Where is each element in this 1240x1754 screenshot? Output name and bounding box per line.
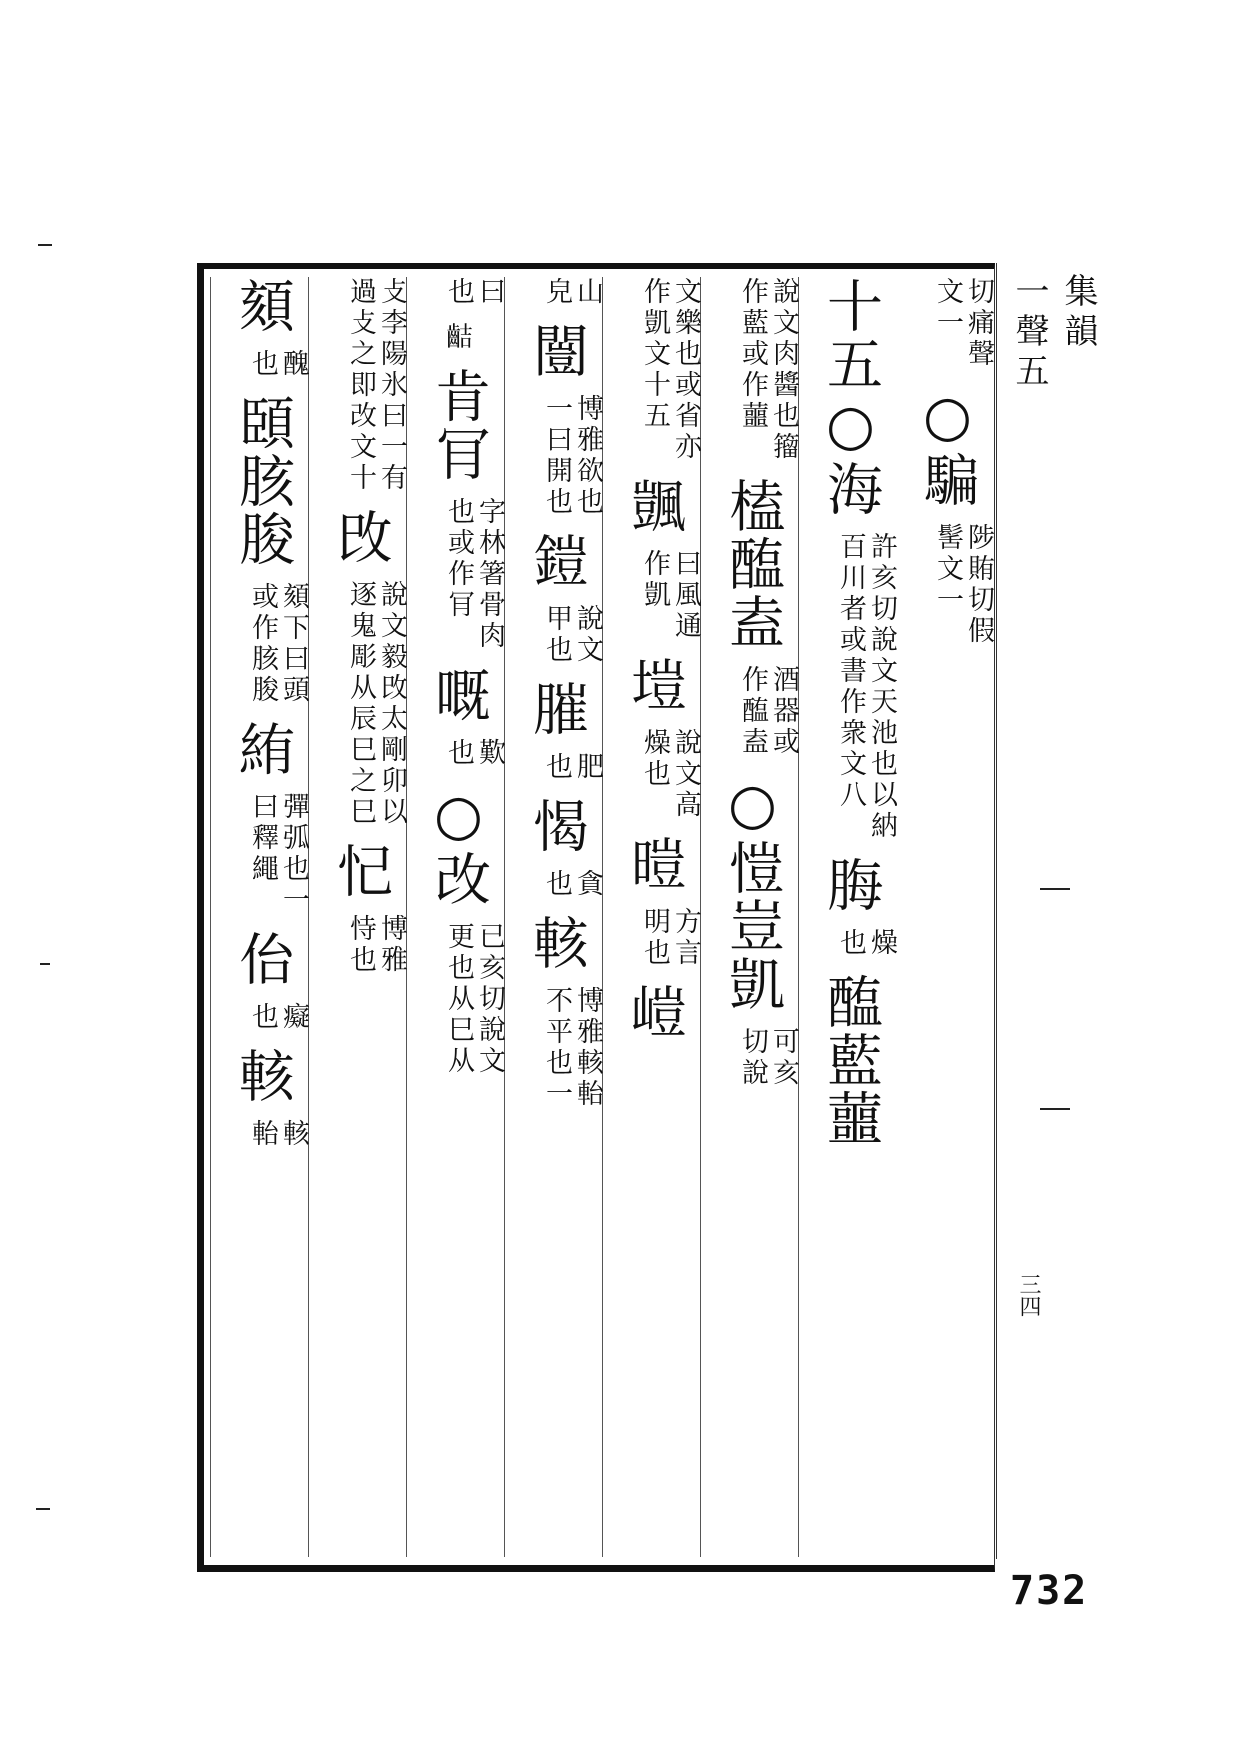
annotation <box>737 665 799 758</box>
annotation <box>247 1119 309 1150</box>
annotation <box>443 738 505 769</box>
margin-rule <box>1040 888 1070 890</box>
annotation-line: 山 <box>572 277 603 308</box>
annotation-line: 髺文一 <box>931 523 963 616</box>
headword: 肯肎 <box>425 367 491 483</box>
annotation-line: 也 <box>246 349 278 380</box>
annotation-line: 或作胲朘 <box>246 582 278 706</box>
annotation-line: 逐鬼彫从辰巳之巳 <box>344 580 376 828</box>
annotation-line: 字林箸骨肉 <box>474 497 505 652</box>
annotation <box>541 869 603 900</box>
annotation-line: 恃也 <box>344 914 376 976</box>
annotation-line: 輆 <box>278 1119 309 1150</box>
annotation <box>443 497 505 652</box>
annotation-line: 頦下曰頭 <box>278 582 309 706</box>
annotation-line: 也 <box>540 869 572 900</box>
annotation <box>541 277 603 308</box>
annotation-line: 歎 <box>474 738 505 769</box>
annotation <box>247 1002 309 1033</box>
annotation <box>835 532 897 842</box>
annotation-line: 可亥 <box>768 1027 799 1089</box>
annotation <box>247 582 309 706</box>
text-frame <box>197 263 995 1572</box>
headword: 輆 <box>229 1047 295 1105</box>
headword: 塏 <box>621 656 687 714</box>
annotation-line: 說文肉醬也籀 <box>768 277 799 463</box>
annotation <box>541 394 603 518</box>
annotation-line: 燥 <box>866 928 897 959</box>
annotation-line: 肥 <box>572 752 603 783</box>
text-column <box>700 277 799 1557</box>
annotation <box>345 580 407 828</box>
text-column <box>896 277 994 1557</box>
annotation-line: 燥也 <box>638 728 670 790</box>
annotation-line: 曰風通 <box>670 549 701 642</box>
annotation-line: 曰 <box>474 277 505 308</box>
page-margin <box>996 263 1098 1559</box>
headword: 醢藍蘁 <box>817 973 883 1147</box>
scan-mark <box>40 963 50 965</box>
volume-label: 一聲五 <box>1009 273 1049 393</box>
annotation-line: 也 <box>834 928 866 959</box>
annotation-line: 說文毅攺太剛卯以 <box>376 580 407 828</box>
headword: 嵦 <box>621 983 687 1041</box>
annotation-line: 𪗾 <box>442 322 474 353</box>
headword: 暟 <box>621 835 687 893</box>
annotation-line: 也或作肎 <box>442 497 474 621</box>
annotation-line: 百川者或書作衆文八 <box>834 532 866 811</box>
annotation <box>345 277 407 494</box>
annotation-line: 切痛聲 <box>963 277 994 370</box>
annotation-line: 曰釋繩 <box>246 792 278 885</box>
annotation-line: 說文高 <box>670 728 701 821</box>
annotation-line: 方言 <box>670 907 701 969</box>
text-column <box>602 277 701 1557</box>
annotation-line: 許亥切說文天池也以納 <box>866 532 897 842</box>
annotation-line: 一曰開也 <box>540 394 572 518</box>
annotation <box>443 322 474 353</box>
headword: 絠 <box>229 720 295 778</box>
annotation-line: 更也从巳从 <box>442 922 474 1077</box>
text-column <box>406 277 505 1557</box>
leaf-number: 三四 <box>1016 1273 1041 1317</box>
annotation-line: 博雅 <box>376 914 407 976</box>
annotation-line: 酒器或 <box>768 665 799 758</box>
annotation-line: 作凱文十五 <box>638 277 670 432</box>
headword: 脢 <box>817 856 883 914</box>
annotation-line: 皃 <box>540 277 572 308</box>
headword: 頦 <box>229 277 295 335</box>
margin-title <box>1005 273 1103 393</box>
headword: 膗 <box>523 680 589 738</box>
annotation-line: 也 <box>442 277 474 308</box>
headword: 愒 <box>523 797 589 855</box>
annotation-line: 博雅欲也 <box>572 394 603 518</box>
annotation-line: 明也 <box>638 907 670 969</box>
annotation <box>443 277 505 308</box>
annotation <box>737 1027 799 1089</box>
annotation <box>932 277 994 370</box>
annotation-line: 醜 <box>278 349 309 380</box>
annotation <box>247 792 309 916</box>
annotation <box>932 523 994 647</box>
annotation-line: 彈弧也一 <box>278 792 309 916</box>
scan-mark <box>36 1508 50 1510</box>
annotation-line: 已亥切說文 <box>474 922 505 1077</box>
annotation-line: 貪 <box>572 869 603 900</box>
headword: ○愷豈凱 <box>719 772 785 1013</box>
headword: ○改 <box>425 783 491 908</box>
text-column <box>210 277 309 1557</box>
headword: 嘅 <box>425 666 491 724</box>
annotation <box>541 986 603 1110</box>
annotation-line: 作藍或作蘁 <box>736 277 768 432</box>
annotation-line: 陟賄切假 <box>963 523 994 647</box>
annotation-line: 文樂也或省亦 <box>670 277 701 463</box>
annotation <box>737 277 799 463</box>
headword: 闓 <box>523 322 589 380</box>
annotation-line: 也 <box>246 1002 278 1033</box>
headword: 榼醢盍 <box>719 477 785 651</box>
margin-rule <box>1040 1108 1070 1110</box>
annotation <box>639 728 701 821</box>
book-title: 集韻 <box>1058 273 1098 353</box>
annotation-line: 攴李陽氷曰一有 <box>376 277 407 494</box>
annotation <box>541 752 603 783</box>
annotation-line: 也 <box>540 752 572 783</box>
annotation-line: 博雅輆軩 <box>572 986 603 1110</box>
annotation <box>639 907 701 969</box>
annotation-line: 作凱 <box>638 549 670 611</box>
headword: 鎧 <box>523 532 589 590</box>
text-column <box>308 277 407 1557</box>
text-column <box>798 277 897 1557</box>
annotation <box>835 928 897 959</box>
page-number: 732 <box>1010 1568 1089 1614</box>
annotation <box>443 922 505 1077</box>
annotation-line: 癡 <box>278 1002 309 1033</box>
annotation-line: 也 <box>442 738 474 769</box>
annotation-line: 文一 <box>931 277 963 339</box>
scan-mark <box>38 244 52 246</box>
headword: ○騙 <box>914 384 980 509</box>
annotation <box>639 277 701 463</box>
annotation <box>345 914 407 976</box>
annotation <box>639 549 701 642</box>
text-column <box>504 277 603 1557</box>
headword: 颽 <box>621 477 687 535</box>
annotation <box>541 604 603 666</box>
annotation-line: 切說 <box>736 1027 768 1089</box>
headword: 十五○海 <box>817 277 883 518</box>
headword: 忋 <box>327 842 393 900</box>
annotation-line: 說文 <box>572 604 603 666</box>
headword: 輆 <box>523 914 589 972</box>
annotation-line: 過攴之即改文十 <box>344 277 376 494</box>
annotation-line: 作醢盍 <box>736 665 768 758</box>
annotation-line: 不平也一 <box>540 986 572 1110</box>
annotation-line: 軩 <box>246 1119 278 1150</box>
annotation-line: 甲也 <box>540 604 572 666</box>
annotation <box>247 349 309 380</box>
headword: 攺 <box>327 508 393 566</box>
headword: 佁 <box>229 930 295 988</box>
headword: 頣胲朘 <box>229 394 295 568</box>
